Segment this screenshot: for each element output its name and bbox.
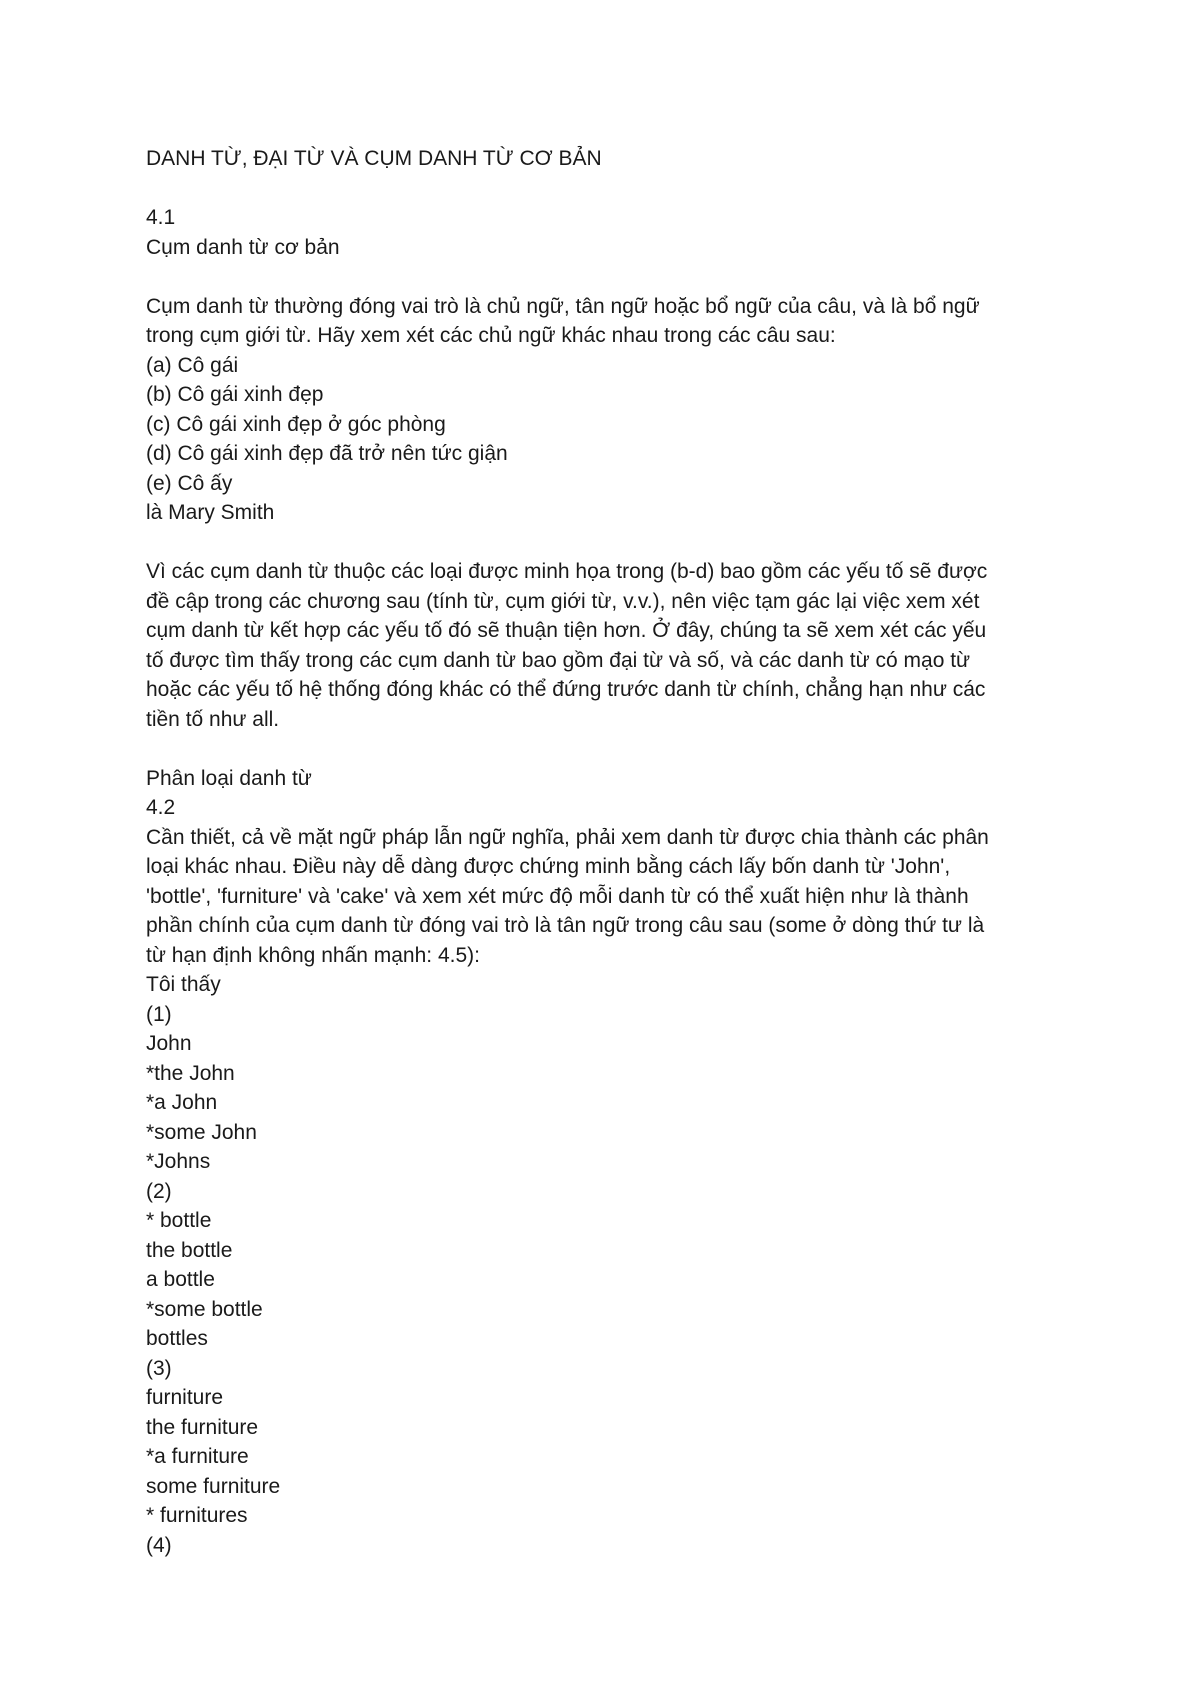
list-item: *the John xyxy=(146,1061,235,1085)
paragraph-line: tiền tố như all. xyxy=(146,707,280,731)
list-item: furniture xyxy=(146,1386,224,1409)
list-item: * bottle xyxy=(146,1209,212,1232)
spacer xyxy=(146,262,1046,292)
spacer xyxy=(146,174,1046,204)
section-number: 4.2 xyxy=(146,796,176,819)
paragraph-line: cụm danh từ kết hợp các yếu tố đó sẽ thuận tiện hơn. Ở đây, chúng ta sẽ xem xét các yếu xyxy=(146,619,987,642)
paragraph-line: tố được tìm thấy trong các cụm danh từ bao gồm đại từ và số, và các danh từ có mạo từ xyxy=(146,648,971,672)
list-item: *some John xyxy=(146,1120,257,1144)
example-item: (d) Cô gái xinh đẹp đã trở nên tức giận xyxy=(146,442,508,465)
spacer xyxy=(146,528,1046,558)
example-item: (c) Cô gái xinh đẹp ở góc phòng xyxy=(146,412,446,436)
paragraph-line: đề cập trong các chương sau (tính từ, cụm giới từ, v.v.), nên việc tạm gác lại việc xem xét xyxy=(146,589,980,613)
list-item: the bottle xyxy=(146,1238,233,1262)
example-item: (e) Cô ấy xyxy=(146,471,233,495)
example-item: (b) Cô gái xinh đẹp xyxy=(146,383,324,406)
paragraph-line: hoặc các yếu tố hệ thống đóng khác có thể đứng trước danh từ chính, chẳng hạn như các xyxy=(146,678,986,701)
document-title: DANH TỪ, ĐẠI TỪ VÀ CỤM DANH TỪ CƠ BẢN xyxy=(146,147,602,170)
paragraph-line: trong cụm giới từ. Hãy xem xét các chủ ngữ khác nhau trong các câu sau: xyxy=(146,324,836,347)
example-item: (a) Cô gái xyxy=(146,353,239,377)
group-label: (2) xyxy=(146,1179,172,1203)
spacer xyxy=(146,734,1046,764)
section-heading: Cụm danh từ cơ bản xyxy=(146,235,340,259)
list-item: John xyxy=(146,1032,192,1055)
list-item: *Johns xyxy=(146,1150,211,1173)
paragraph-line: từ hạn định không nhấn mạnh: 4.5): xyxy=(146,943,480,967)
list-item: *a furniture xyxy=(146,1445,249,1468)
paragraph-line: Cụm danh từ thường đóng vai trò là chủ ngữ, tân ngữ hoặc bổ ngữ của câu, và là bổ ngữ xyxy=(146,294,980,318)
paragraph-line: Cần thiết, cả về mặt ngữ pháp lẫn ngữ nghĩa, phải xem danh từ được chia thành các phân xyxy=(146,825,989,849)
list-item: the furniture xyxy=(146,1415,259,1439)
document-body xyxy=(146,144,1046,1560)
example-item: là Mary Smith xyxy=(146,501,275,524)
section-number: 4.1 xyxy=(146,206,176,229)
group-label: (1) xyxy=(146,1002,172,1026)
paragraph-line: 'bottle', 'furniture' và 'cake' và xem xét mức độ mỗi danh từ có thể xuất hiện như là thành xyxy=(146,884,969,908)
group-label: (3) xyxy=(146,1356,172,1380)
list-item: some furniture xyxy=(146,1474,281,1498)
list-item: bottles xyxy=(146,1327,208,1350)
group-label: (4) xyxy=(146,1533,172,1557)
list-item: *a John xyxy=(146,1091,218,1114)
list-item: * furnitures xyxy=(146,1504,248,1527)
section-heading: Phân loại danh từ xyxy=(146,766,312,790)
list-item: a bottle xyxy=(146,1268,215,1291)
lead-text: Tôi thấy xyxy=(146,973,221,996)
paragraph-line: Vì các cụm danh từ thuộc các loại được minh họa trong (b-d) bao gồm các yếu tố sẽ được xyxy=(146,560,988,583)
list-item: *some bottle xyxy=(146,1297,263,1321)
paragraph-line: loại khác nhau. Điều này dễ dàng được chứng minh bằng cách lấy bốn danh từ 'John', xyxy=(146,855,951,878)
paragraph-line: phần chính của cụm danh từ đóng vai trò là tân ngữ trong câu sau (some ở dòng thứ tư là xyxy=(146,914,985,937)
